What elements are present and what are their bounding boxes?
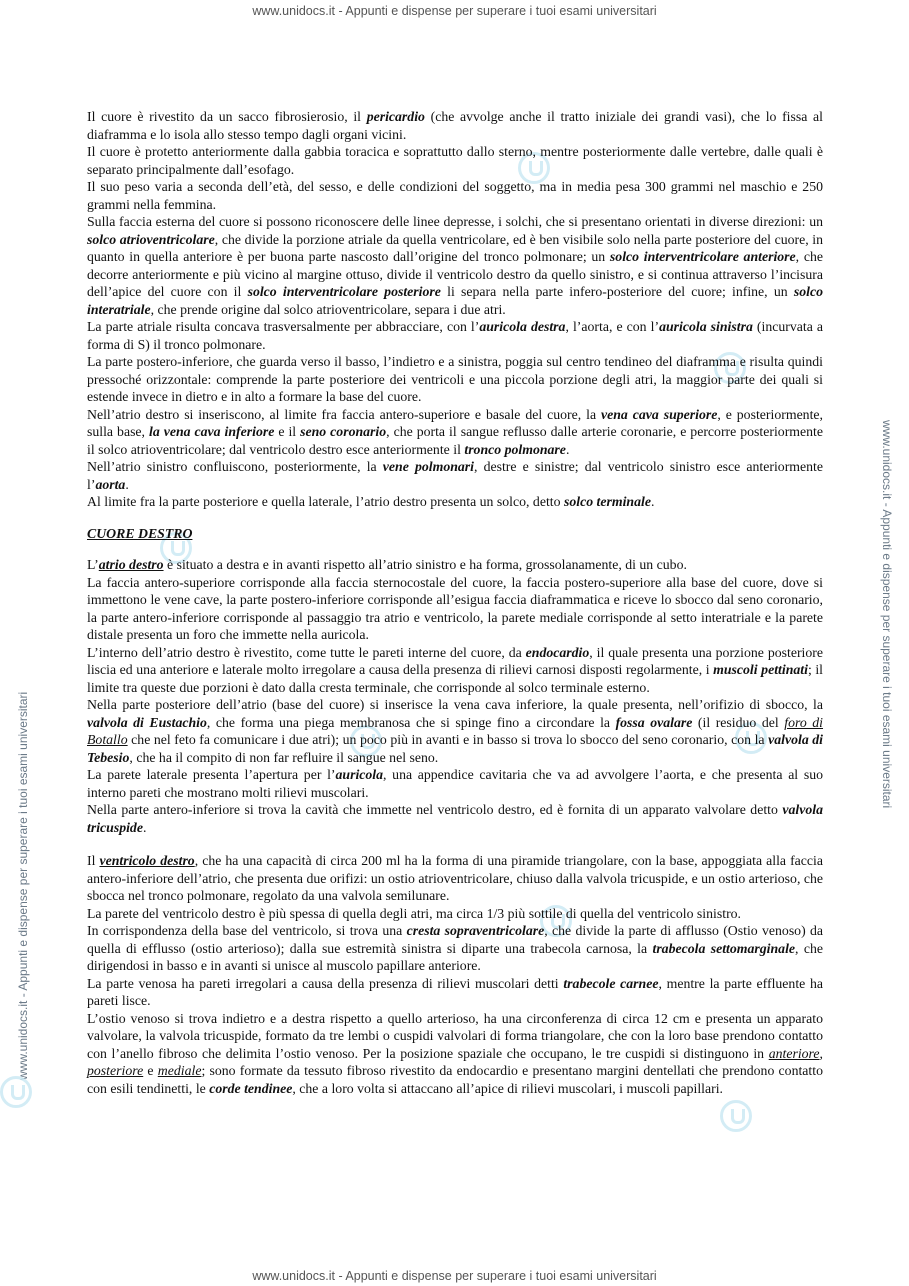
text-run: . (125, 476, 129, 492)
text-run: ; sono formate da tessuto fibroso rivestito da endocardio e presentano margini dentellati che prendono contatto con esili tendinetti, le (87, 1063, 823, 1096)
text-run: (che avvolge anche il tratto iniziale dei grandi vasi), che lo fissa al diaframma e lo isola allo stesso tempo dagli organi vicini. (87, 109, 824, 142)
term-emphasis: cresta sopraventricolare (406, 923, 545, 938)
side-watermark-left: www.unidocs.it - Appunti e dispense per superare i tuoi esami universitari (16, 691, 30, 1080)
text-run: , che porta il sangue reflusso dalle arterie coronarie, e percorre posteriormente il solco atrioventricolare; dal ventricolo destro esce anteriormente il (87, 424, 823, 457)
paragraph (87, 574, 823, 644)
text-run: Il cuore è protetto anteriormente dalla gabbia toracica e soprattutto dallo sterno, mentre posteriormente dalle vertebre, dalle quali è separato principalmente dall’esofago. (87, 144, 823, 177)
text-run: Nella parte antero-inferiore si trova la cavità che immette nel ventricolo destro, ed è fornita di un apparato valvolare detto (87, 802, 783, 817)
term-emphasis: corde tendinee (209, 1080, 293, 1096)
paragraph (87, 493, 823, 511)
term-emphasis: tronco polmonare (464, 441, 566, 457)
paragraph-spacer (87, 836, 823, 852)
text-run: , che ha una capacità di circa 200 ml ha la forma di una piramide triangolare, con la base, appoggiata alla faccia antero-inferiore dell’atrio, che presenta due orifizi: un ostio atrioventricolare, chiuso dalla valvola tricuspide, e un ostio arterioso, che sbocca nel tronco polmonare, regolato da una valvola semilunare. (87, 853, 823, 903)
text-run: , che forma una piega membranosa che si spinge fino a circondare la (206, 714, 616, 730)
term-emphasis: aorta (95, 476, 126, 492)
text-run: , che dirigendosi in basso e in avanti si unisce al muscolo papillare anteriore. (87, 940, 823, 973)
text-run: , che divide la parte di afflusso (Ostio venoso) da quella di efflusso (ostio arterioso); dalla sue estremità sinistra si diparte una trabecola carnosa, la (87, 923, 824, 956)
term-emphasis: auricola (335, 767, 384, 782)
term-underlined: posteriore (87, 1063, 144, 1078)
term-emphasis: solco interventricolare posteriore (247, 284, 441, 299)
text-run: e il (274, 424, 301, 439)
term-emphasis: pericardio (366, 109, 425, 124)
term-emphasis: valvola di Tebesio (87, 732, 823, 765)
text-run: , il quale presenta una porzione posteriore liscia ed una anteriore e laterale molto irregolare a causa della presenza di rilievi carnosi disposti regolarmente, i (87, 644, 823, 677)
paragraph (87, 644, 823, 697)
term-emphasis: vena cava superiore (601, 406, 718, 422)
page-footer-watermark: www.unidocs.it - Appunti e dispense per superare i tuoi esami universitari (252, 1269, 657, 1283)
term-emphasis: la vena cava inferiore (149, 424, 275, 439)
text-run: L’ostio venoso si trova indietro e a destra rispetto a quello arterioso, ha una circonferenza di circa 12 cm e presenta un apparato valvolare, la valvola tricuspide, formato da tre lembi o cuspidi valvolari di forma triangolare, che con la loro base prendono contatto con l’anello fibroso che delimita l’ostio venoso. Per la posizione spaziale che occupano, le tre cuspidi si distinguono in (87, 1010, 823, 1061)
section-heading: CUORE DESTRO (87, 525, 193, 541)
term-emphasis: vene polmonari (382, 459, 474, 474)
term-emphasis: solco terminale (563, 494, 651, 509)
term-underlined: mediale (157, 1063, 202, 1078)
text-run: (incurvata a forma di S) il tronco polmonare. (87, 319, 824, 352)
text-run: Nell’atrio sinistro confluiscono, posteriormente, la (87, 459, 383, 474)
term-emphasis: solco interatriale (87, 284, 823, 317)
text-run: , che decorre anteriormente e più vicino al margine ottuso, divide il ventricolo destro da quello sinistro, e si continua attraverso l’incisura dell’apice del cuore con il (87, 249, 823, 299)
text-run: , destre e sinistre; dal ventricolo sinistro esce anteriormente l’ (87, 459, 823, 492)
paragraph (87, 353, 823, 406)
text-run: , che divide la porzione atriale da quella ventricolare, ed è ben visibile solo nella parte posteriore del cuore, in quanto in quella anteriore è per buona parte nascosto dall’origine del tronco polmonare; un (87, 231, 823, 264)
paragraph (87, 766, 823, 801)
text-run: . (565, 441, 570, 457)
text-run: Nell’atrio destro si inseriscono, al limite fra faccia antero-superiore e basale del cuore, la (87, 406, 601, 422)
text-run: Nella parte posteriore dell’atrio (base del cuore) si inserisce la vena cava inferiore, la quale presenta, nell’orifizio di sbocco, la (87, 697, 823, 712)
document-body (87, 108, 823, 1097)
text-run: La parte atriale risulta concava trasversalmente per abbracciare, con l’ (87, 319, 480, 334)
text-run: La faccia antero-superiore corrisponde alla faccia sternocostale del cuore, la faccia postero-superiore alla base del cuore, dove si immettono le vene cave, la parte postero-inferiore corrisponde all’esigua faccia diaframmatica e riceve lo sbocco dal seno coronario, la parte antero-inferiore corrisponde al passaggio tra atrio e ventricolo, la parete mediale corrisponde al setto interatriale e la parete distale presenta un foro che immette nella auricola. (87, 574, 823, 642)
term-emphasis: auricola destra (479, 319, 566, 334)
text-run: La parete del ventricolo destro è più spessa di quella degli atri, ma circa 1/3 più sottile di quella del ventricolo sinistro. (87, 905, 742, 921)
term-emphasis: valvola tricuspide (87, 802, 823, 835)
text-run: . (142, 819, 147, 835)
term-emphasis: trabecola settomarginale (652, 940, 796, 956)
term-emphasis: trabecole carnee (563, 975, 659, 991)
term-emphasis: solco atrioventricolare (87, 231, 215, 247)
text-run: L’interno dell’atrio destro è rivestito, come tutte le pareti interne del cuore, da (87, 644, 526, 660)
text-run: e (143, 1063, 158, 1078)
text-run: è situato a destra e in avanti rispetto all’atrio sinistro e ha forma, grossolanamente, di un cubo. (163, 557, 687, 572)
paragraph (87, 318, 823, 353)
term-underlined: anteriore (768, 1045, 820, 1061)
term-underlined: foro di Botallo (87, 714, 824, 747)
text-run: , e posteriormente, sulla base, (87, 406, 823, 439)
paragraph (87, 458, 823, 493)
text-run: L’ (87, 557, 99, 572)
paragraph (87, 406, 823, 459)
text-run: Al limite fra la parte posteriore e quella laterale, l’atrio destro presenta un solco, detto (87, 494, 564, 509)
text-run: , che ha il compito di non far refluire il sangue nel seno. (129, 749, 439, 765)
text-run: , mentre la parte effluente ha pareti lisce. (87, 975, 823, 1008)
text-run: La parte venosa ha pareti irregolari a causa della presenza di rilievi muscolari detti (87, 975, 564, 991)
term-emphasis: atrio destro (98, 557, 164, 572)
term-emphasis: seno coronario (300, 424, 387, 439)
text-run: Sulla faccia esterna del cuore si possono riconoscere delle linee depresse, i solchi, che si presentano orientati in diverse direzioni: un (87, 214, 823, 229)
paragraph (87, 1010, 823, 1098)
text-run: li separa nella parte infero-posteriore del cuore; infine, un (440, 284, 794, 299)
text-run: , (819, 1045, 823, 1061)
text-run: La parte postero-inferiore, che guarda verso il basso, l’indietro e a sinistra, poggia sul centro tendineo del diaframma e risulta quindi pressoché orizzontale: comprende la parte posteriore dei ventricoli e una piccola porzione degli atri, la maggior parte dei quali si estende invece in dietro e in alto a formare la base del cuore. (87, 354, 823, 404)
text-run: , che a loro volta si attaccano all’apice di rilievi muscolari, i muscoli papillari. (292, 1080, 724, 1096)
text-run: , l’aorta, e con l’ (565, 319, 660, 334)
paragraph (87, 108, 823, 143)
paragraph (87, 213, 823, 318)
term-emphasis: muscoli pettinati (713, 662, 808, 677)
watermark-logo-icon (0, 1076, 32, 1108)
paragraph (87, 922, 823, 975)
text-run: La parete laterale presenta l’apertura per l’ (87, 767, 336, 782)
text-run: , una appendice cavitaria che va ad avvolgere l’aorta, e che presenta al suo interno pareti che mostrano molti rilievi muscolari. (87, 767, 823, 800)
paragraph (87, 905, 823, 923)
text-run: Il suo peso varia a seconda dell’età, del sesso, e delle condizioni del soggetto, ma in media pesa 300 grammi nel maschio e 250 grammi nella femmina. (87, 179, 823, 212)
term-emphasis: fossa ovalare (615, 714, 693, 730)
text-run: . (650, 494, 655, 509)
term-emphasis: auricola sinistra (659, 319, 753, 334)
text-run: , che prende origine dal solco atrioventricolare, separa i due atri. (150, 301, 506, 317)
paragraph (87, 696, 823, 766)
text-run: Il cuore è rivestito da un sacco fibrosierosio, il (87, 109, 367, 124)
paragraph (87, 801, 823, 836)
side-watermark-right: www.unidocs.it - Appunti e dispense per superare i tuoi esami universitari (880, 420, 894, 809)
paragraph (87, 178, 823, 213)
text-run: ; il limite tra queste due porzioni è dato dalla cresta terminale, che corrisponde al solco terminale esterno. (87, 662, 824, 695)
paragraph (87, 975, 823, 1010)
text-run: (il residuo del (692, 714, 785, 730)
term-emphasis: endocardio (525, 644, 590, 660)
term-emphasis: ventricolo destro (99, 853, 195, 868)
watermark-logo-icon (720, 1100, 752, 1132)
text-run: Il (87, 853, 100, 868)
paragraph (87, 556, 823, 574)
term-emphasis: solco interventricolare anteriore (609, 249, 796, 264)
term-emphasis: valvola di Eustachio (87, 714, 207, 730)
paragraph (87, 852, 823, 905)
paragraph (87, 143, 823, 178)
text-run: In corrispondenza della base del ventricolo, si trova una (87, 923, 407, 938)
page-header-watermark: www.unidocs.it - Appunti e dispense per superare i tuoi esami universitari (252, 4, 657, 18)
text-run: che nel feto fa comunicare i due atri); un poco più in avanti e in basso si trova lo sbocco del seno coronario, con la (127, 732, 769, 747)
